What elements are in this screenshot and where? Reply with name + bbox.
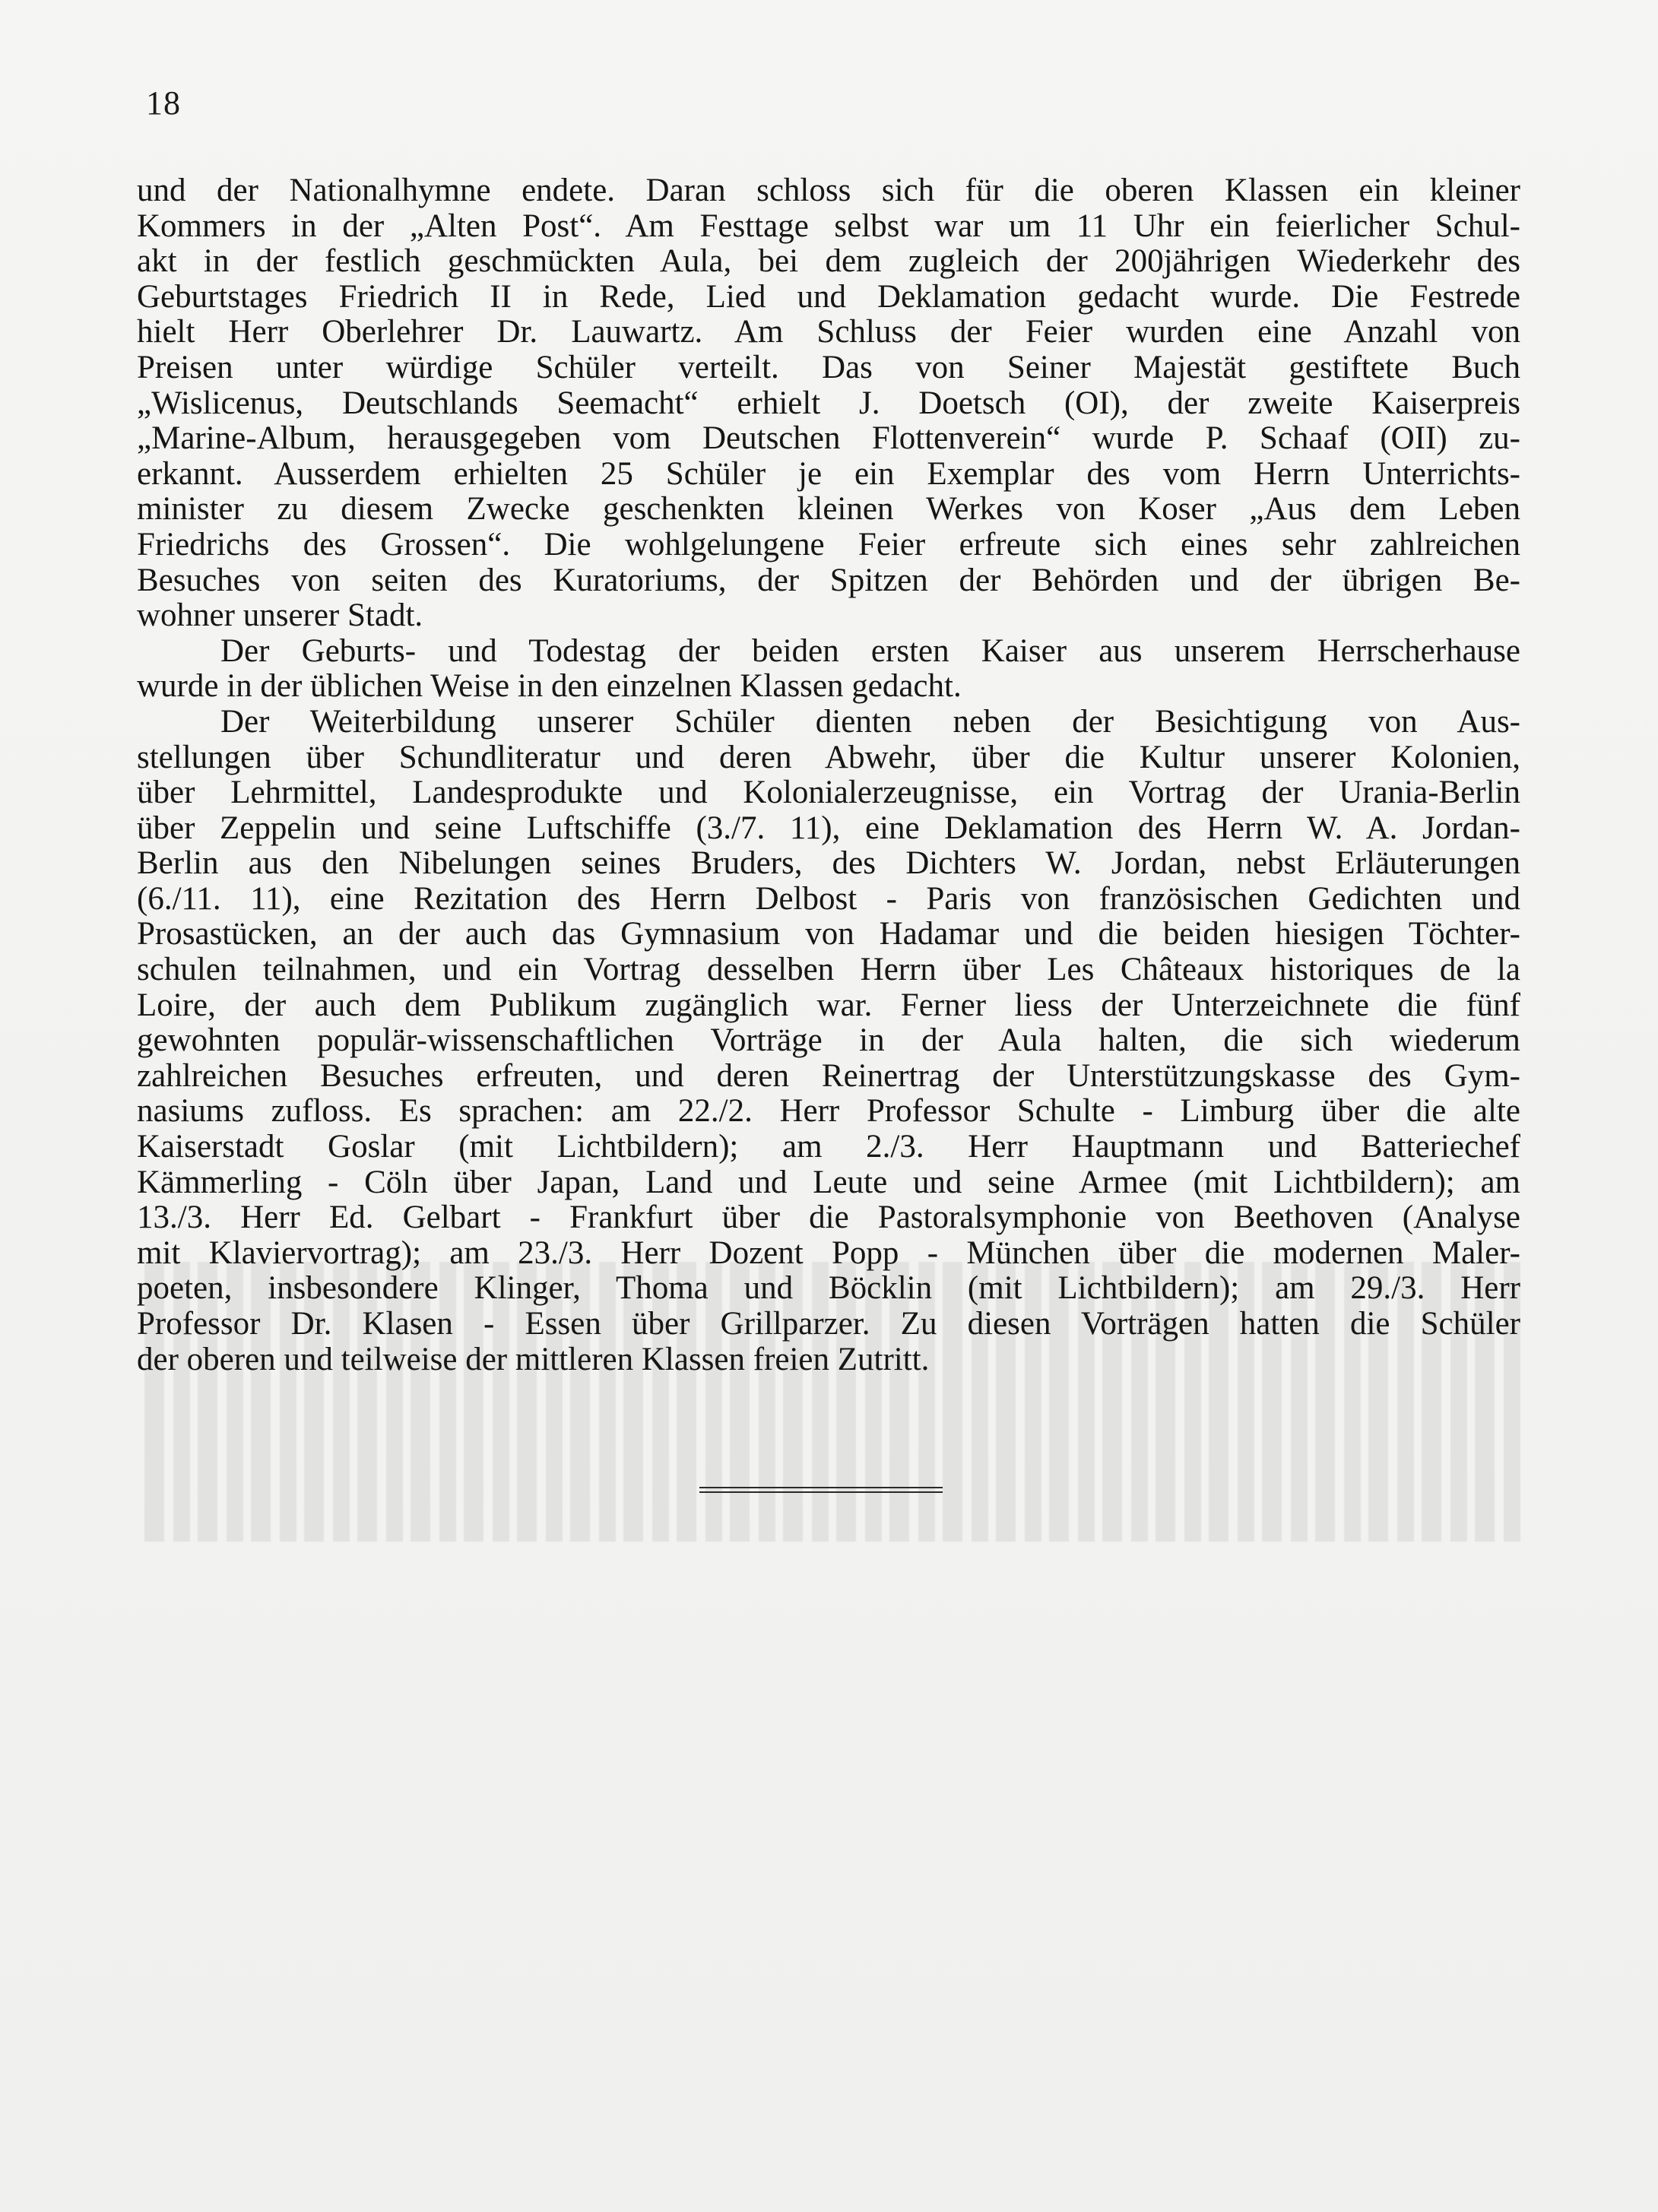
text-line: wurde in der üblichen Weise in den einzelnen Klassen gedacht. <box>137 669 962 705</box>
text-line: gewohnten populär-wissenschaftlichen Vorträge in der Aula halten, die sich wiederum <box>137 1023 1520 1059</box>
text-line: nasiums zufloss. Es sprachen: am 22./2. Herr Professor Schulte - Limburg über die alte <box>137 1094 1520 1130</box>
text-line: schulen teilnahmen, und ein Vortrag desselben Herrn über Les Châteaux historiques de la <box>137 952 1520 988</box>
text-line: hielt Herr Oberlehrer Dr. Lauwartz. Am Schluss der Feier wurden eine Anzahl von <box>137 315 1520 350</box>
text-line: über Zeppelin und seine Luftschiffe (3./7. 11), eine Deklamation des Herrn W. A. Jordan- <box>137 810 1520 846</box>
text-line: Berlin aus den Nibelungen seines Bruders, des Dichters W. Jordan, nebst Erläuterungen <box>137 846 1520 882</box>
text-line: Der Weiterbildung unserer Schüler dienten neben der Besichtigung von Aus- <box>220 704 1520 740</box>
text-line: Friedrichs des Grossen“. Die wohlgelungene Feier erfreute sich eines sehr zahlreichen <box>137 527 1520 563</box>
text-line: Preisen unter würdige Schüler verteilt. Das von Seiner Majestät gestiftete Buch <box>137 350 1520 385</box>
text-line: über Lehrmittel, Landesprodukte und Kolonialerzeugnisse, ein Vortrag der Urania-Berlin <box>137 775 1520 811</box>
text-line: Professor Dr. Klasen - Essen über Grillparzer. Zu diesen Vorträgen hatten die Schüler <box>137 1307 1520 1342</box>
text-line: und der Nationalhymne endete. Daran schloss sich für die oberen Klassen ein kleiner <box>137 173 1520 208</box>
text-line: „Wislicenus, Deutschlands Seemacht“ erhielt J. Doetsch (OI), der zweite Kaiserpreis <box>137 385 1520 421</box>
text-line: Geburtstages Friedrich II in Rede, Lied und Deklamation gedacht wurde. Die Festrede <box>137 279 1520 315</box>
text-line: Kaiserstadt Goslar (mit Lichtbildern); am 2./3. Herr Hauptmann und Batteriechef <box>137 1130 1520 1165</box>
text-line: der oberen und teilweise der mittleren Klassen freien Zutritt. <box>137 1342 930 1377</box>
text-line: (6./11. 11), eine Rezitation des Herrn Delbost - Paris von französischen Gedichten und <box>137 881 1520 917</box>
page-number: 18 <box>146 84 181 122</box>
text-line: Der Geburts- und Todestag der beiden ersten Kaiser aus unserem Herrscherhause <box>220 633 1520 669</box>
text-line: akt in der festlich geschmückten Aula, bei dem zugleich der 200jährigen Wiederkehr des <box>137 244 1520 280</box>
text-line: Loire, der auch dem Publikum zugänglich war. Ferner liess der Unterzeichnete die fünf <box>137 987 1520 1023</box>
text-line: minister zu diesem Zwecke geschenkten kleinen Werkes von Koser „Aus dem Leben <box>137 492 1520 528</box>
text-line: zahlreichen Besuches erfreuten, und deren Reinertrag der Unterstützungskasse des Gym- <box>137 1058 1520 1094</box>
text-line: erkannt. Ausserdem erhielten 25 Schüler je ein Exemplar des vom Herrn Unterrichts- <box>137 456 1520 492</box>
text-line: Besuches von seiten des Kuratoriums, der Spitzen der Behörden und der übrigen Be- <box>137 563 1520 598</box>
text-line: 13./3. Herr Ed. Gelbart - Frankfurt über die Pastoralsymphonie von Beethoven (Analyse <box>137 1200 1520 1236</box>
text-line: Kämmerling - Cöln über Japan, Land und Leute und seine Armee (mit Lichtbildern); am <box>137 1165 1520 1200</box>
section-separator-rule <box>699 1487 943 1494</box>
text-line: „Marine-Album, herausgegeben vom Deutschen Flottenverein“ wurde P. Schaaf (OII) zu- <box>137 421 1520 457</box>
text-line: wohner unserer Stadt. <box>137 598 423 634</box>
text-line: stellungen über Schundliteratur und deren Abwehr, über die Kultur unserer Kolonien, <box>137 740 1520 775</box>
text-line: Kommers in der „Alten Post“. Am Festtage selbst war um 11 Uhr ein feierlicher Schul- <box>137 208 1520 244</box>
text-line: mit Klaviervortrag); am 23./3. Herr Dozent Popp - München über die modernen Maler- <box>137 1235 1520 1271</box>
body-text <box>137 173 1520 1377</box>
text-line: poeten, insbesondere Klinger, Thoma und Böcklin (mit Lichtbildern); am 29./3. Herr <box>137 1271 1520 1307</box>
text-line: Prosastücken, an der auch das Gymnasium von Hadamar und die beiden hiesigen Töchter- <box>137 917 1520 952</box>
